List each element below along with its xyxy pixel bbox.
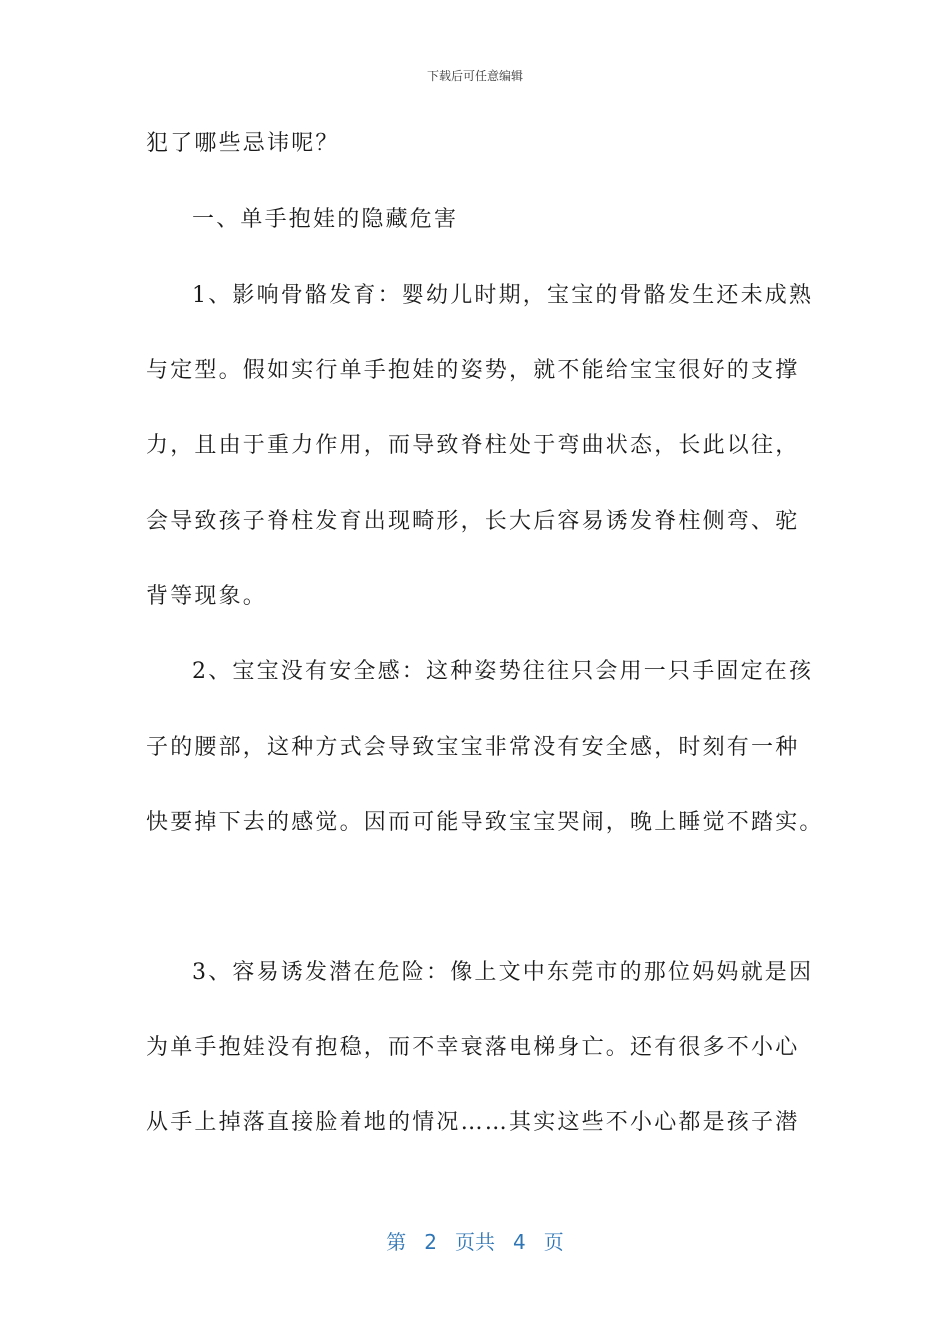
- text-line-13: 从手上掉落直接脸着地的情况……其实这些不小心都是孩子潜: [146, 1110, 800, 1135]
- text-line-6: 会导致孩子脊柱发育出现畸形，长大后容易诱发脊柱侧弯、驼: [146, 509, 800, 534]
- text-line-11: 3、容易诱发潜在危险：像上文中东莞市的那位妈妈就是因: [192, 960, 814, 985]
- page-total-number: 4: [513, 1230, 526, 1254]
- text-line-12: 为单手抱娃没有抱稳，而不幸衰落电梯身亡。还有很多不小心: [146, 1035, 800, 1060]
- page-label-mid: 页共: [455, 1230, 495, 1254]
- text-line-3: 1、影响骨骼发育：婴幼儿时期，宝宝的骨骼发生还未成熟: [192, 283, 814, 308]
- page-header-note: 下载后可任意编辑: [426, 69, 523, 83]
- text-line-4: 与定型。假如实行单手抱娃的姿势，就不能给宝宝很好的支撑: [146, 358, 800, 383]
- page-current-number: 2: [424, 1230, 437, 1254]
- text-line-9: 子的腰部，这种方式会导致宝宝非常没有安全感，时刻有一种: [146, 735, 800, 760]
- page-footer: [0, 1226, 950, 1255]
- section-heading: 一、单手抱娃的隐藏危害: [192, 207, 459, 232]
- page-label-prefix: 第: [386, 1230, 407, 1254]
- text-line-1: 犯了哪些忌讳呢？: [146, 131, 340, 156]
- text-line-10: 快要掉下去的感觉。因而可能导致宝宝哭闹，晚上睡觉不踏实。: [146, 810, 824, 835]
- page-label-suffix: 页: [543, 1230, 564, 1254]
- text-line-5: 力，且由于重力作用，而导致脊柱处于弯曲状态，长此以往，: [146, 433, 800, 458]
- text-line-8: 2、宝宝没有安全感：这种姿势往往只会用一只手固定在孩: [192, 659, 814, 684]
- text-line-7: 背等现象。: [146, 584, 268, 609]
